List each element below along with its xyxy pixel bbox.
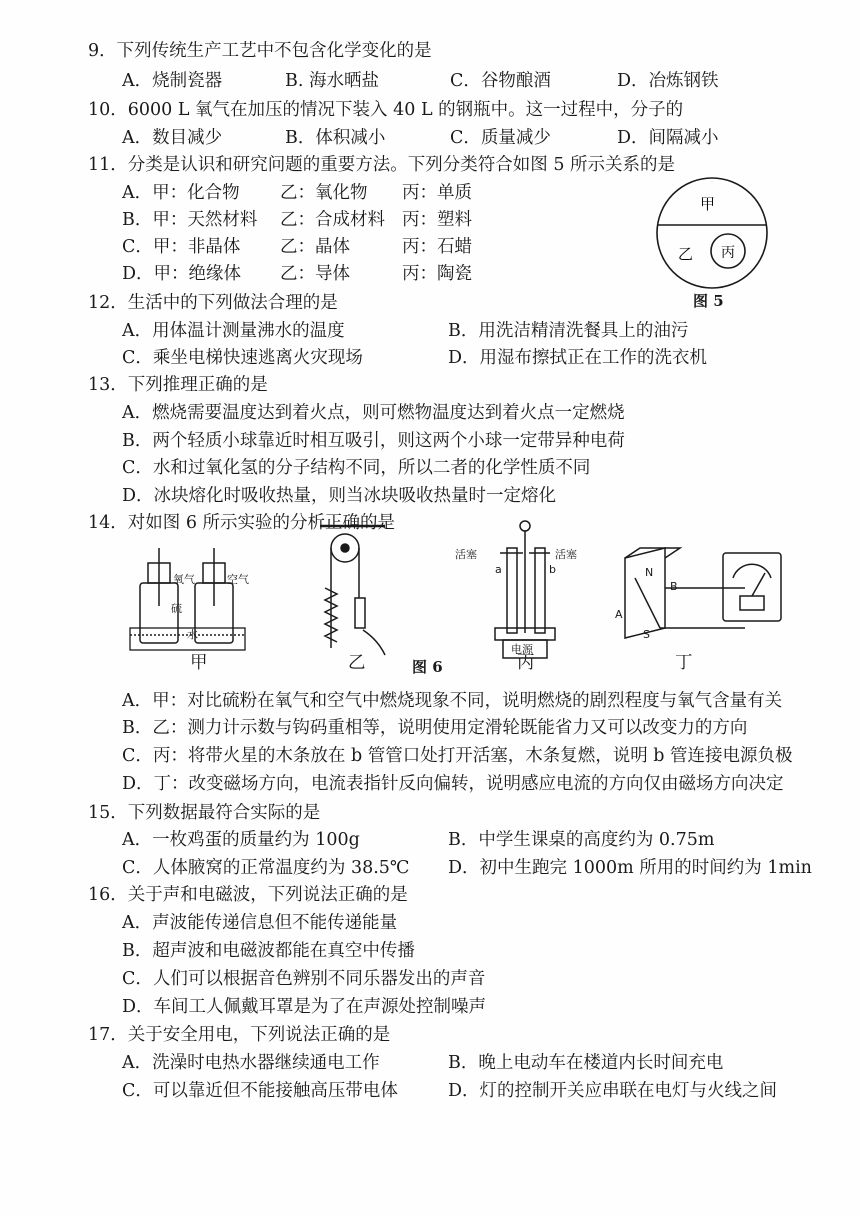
q13-option-a: A．燃烧需要温度达到着火点，则可燃物温度达到着火点一定燃烧 [122, 403, 625, 423]
q12-option-d: D．用湿布擦拭正在工作的洗衣机 [448, 348, 708, 368]
fig6-panel-bing [495, 521, 555, 658]
fig6-ding-s: S [643, 628, 650, 641]
q16-option-d: D．车间工人佩戴耳罩是为了在声源处控制噪声 [122, 997, 487, 1017]
q17-option-b: B．晚上电动车在楼道内长时间充电 [448, 1053, 724, 1073]
figure-6-caption: 图 6 [412, 658, 443, 676]
q13-option-b: B．两个轻质小球靠近时相互吸引，则这两个小球一定带异种电荷 [122, 431, 625, 451]
fig6-bing-valve-right: 活塞 [555, 548, 577, 561]
question-9-stem: 9．下列传统生产工艺中不包含化学变化的是 [88, 41, 432, 61]
fig6-jia-sulfur: 硫 [171, 602, 182, 615]
q16-option-c: C．人们可以根据音色辨别不同乐器发出的声音 [122, 969, 486, 989]
q9-option-c: C．谷物酿酒 [450, 71, 551, 91]
q15-option-b: B．中学生课桌的高度约为 0.75m [448, 830, 715, 850]
fig6-panel-ding [625, 548, 781, 638]
q10-option-a: A．数目减少 [122, 128, 223, 148]
q11-option-d-3: 丙：陶瓷 [402, 264, 472, 284]
q11-option-d-1: D．甲：绝缘体 [122, 264, 242, 284]
question-11-stem: 11．分类是认识和研究问题的重要方法。下列分类符合如图 5 所示关系的是 [88, 155, 676, 175]
fig6-panel-label-bing: 丙 [517, 653, 535, 673]
q13-option-c: C．水和过氧化氢的分子结构不同，所以二者的化学性质不同 [122, 458, 591, 478]
fig6-panel-label-yi: 乙 [348, 653, 366, 673]
q11-option-d-2: 乙：导体 [280, 264, 350, 284]
fig6-ding-a: A [615, 608, 623, 621]
fig6-jia-air: 空气 [227, 573, 249, 586]
question-12-stem: 12．生活中的下列做法合理的是 [88, 293, 338, 313]
q10-option-c: C．质量减少 [450, 128, 551, 148]
q16-option-b: B．超声波和电磁波都能在真空中传播 [122, 941, 415, 961]
q14-option-c: C．丙：将带火星的木条放在 b 管管口处打开活塞，木条复燃，说明 b 管连接电源负极 [122, 746, 793, 766]
q9-option-d: D．冶炼钢铁 [617, 71, 719, 91]
q11-option-a-2: 乙：氧化物 [280, 183, 368, 203]
fig6-panel-yi [320, 526, 385, 655]
question-13-stem: 13．下列推理正确的是 [88, 375, 268, 395]
q11-option-b-1: B．甲：天然材料 [122, 210, 258, 230]
q9-option-b: B. 海水晒盐 [285, 71, 379, 91]
q16-option-a: A．声波能传递信息但不能传递能量 [122, 913, 398, 933]
q15-option-c: C．人体腋窝的正常温度约为 38.5℃ [122, 858, 410, 878]
fig5-inner-label: 丙 [721, 245, 735, 261]
q14-option-b: B．乙：测力计示数与钩码重相等，说明使用定滑轮既能省力又可以改变力的方向 [122, 718, 748, 738]
q17-option-d: D．灯的控制开关应串联在电灯与火线之间 [448, 1081, 778, 1101]
q11-option-c-2: 乙：晶体 [280, 237, 350, 257]
fig6-jia-water: 水 [187, 628, 198, 641]
q10-option-d: D．间隔减小 [617, 128, 719, 148]
q14-option-d: D．丁：改变磁场方向，电流表指针反向偏转，说明感应电流的方向仅由磁场方向决定 [122, 774, 784, 794]
q11-option-b-3: 丙：塑料 [402, 210, 472, 230]
q11-option-a-1: A．甲：化合物 [122, 183, 240, 203]
question-16-stem: 16．关于声和电磁波，下列说法正确的是 [88, 885, 408, 905]
q10-option-b: B．体积减小 [285, 128, 386, 148]
fig6-ding-n: N [645, 566, 654, 579]
figure-5-diagram [650, 175, 780, 290]
fig6-panel-label-jia: 甲 [190, 653, 208, 673]
question-10-stem: 10．6000 L 氧气在加压的情况下装入 40 L 的钢瓶中。这一过程中，分子的 [88, 100, 684, 120]
q11-option-a-3: 丙：单质 [402, 183, 472, 203]
figure-5-caption: 图 5 [693, 292, 724, 310]
fig5-outer-label: 甲 [700, 195, 716, 213]
q15-option-a: A．一枚鸡蛋的质量约为 100g [122, 830, 360, 850]
q11-option-c-1: C．甲：非晶体 [122, 237, 241, 257]
q15-option-d: D．初中生跑完 1000m 所用的时间约为 1min [448, 858, 812, 878]
q12-option-b: B．用洗洁精清洗餐具上的油污 [448, 321, 689, 341]
fig6-bing-b: b [549, 563, 556, 576]
q12-option-c: C．乘坐电梯快速逃离火灾现场 [122, 348, 363, 368]
fig6-bing-power: 电源 [511, 643, 533, 656]
question-15-stem: 15．下列数据最符合实际的是 [88, 803, 321, 823]
q17-option-c: C．可以靠近但不能接触高压带电体 [122, 1081, 398, 1101]
q11-option-c-3: 丙：石蜡 [402, 237, 472, 257]
fig6-panel-label-ding: 丁 [675, 653, 693, 673]
q11-option-b-2: 乙：合成材料 [280, 210, 385, 230]
q14-option-a: A．甲：对比硫粉在氧气和空气中燃烧现象不同，说明燃烧的剧烈程度与氧气含量有关 [122, 691, 783, 711]
fig6-bing-a: a [495, 563, 502, 576]
q17-option-a: A．洗澡时电热水器继续通电工作 [122, 1053, 380, 1073]
q9-option-a: A．烧制瓷器 [122, 71, 223, 91]
fig6-ding-b: B [670, 580, 678, 593]
fig6-jia-oxygen: 氧气 [173, 573, 195, 586]
question-14-stem: 14．对如图 6 所示实验的分析正确的是 [88, 513, 396, 533]
fig5-middle-label: 乙 [678, 245, 694, 263]
question-17-stem: 17．关于安全用电，下列说法正确的是 [88, 1025, 391, 1045]
q12-option-a: A．用体温计测量沸水的温度 [122, 321, 345, 341]
q13-option-d: D．冰块熔化时吸收热量，则当冰块吸收热量时一定熔化 [122, 486, 557, 506]
fig6-bing-valve-left: 活塞 [455, 548, 477, 561]
